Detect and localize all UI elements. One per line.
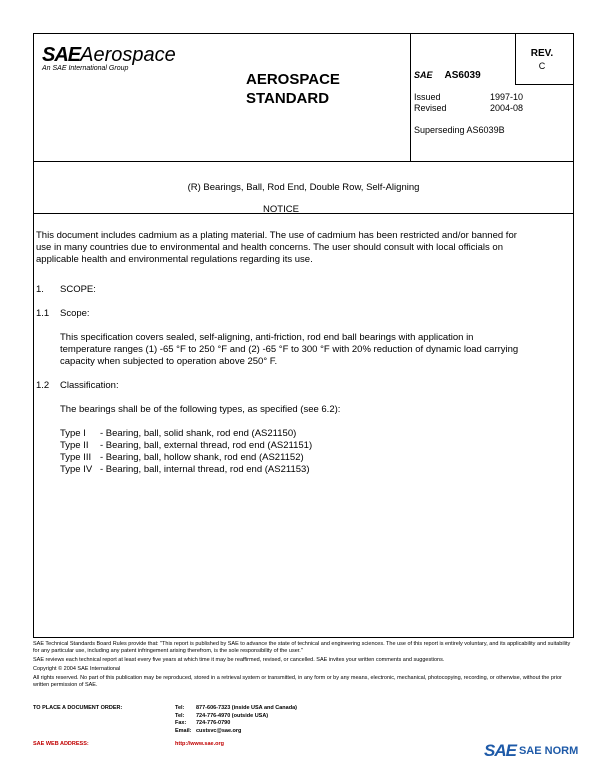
- section-heading: [36, 380, 526, 392]
- divider: [515, 84, 573, 85]
- order-info: [33, 705, 574, 735]
- revision-label: REV.: [530, 48, 554, 59]
- section-number: 1.2: [36, 380, 50, 391]
- web-address-row: [33, 741, 224, 747]
- revised-value: 2004-08: [489, 103, 523, 113]
- type-label: Type III: [60, 452, 92, 463]
- type-description: - Bearing, ball, solid shank, rod end (AS21150): [100, 428, 297, 439]
- issued-row: [414, 92, 523, 103]
- classification-text: The bearings shall be of the following types, as specified (see 6.2):: [60, 404, 341, 415]
- revised-label: Revised: [414, 103, 447, 113]
- mini-sae-logo: SAE: [414, 70, 433, 80]
- doc-number-value: AS6039: [444, 70, 481, 81]
- watermark: [484, 741, 578, 761]
- order-row: [33, 728, 574, 736]
- document-number: [414, 70, 481, 81]
- contact-label: Fax:: [175, 720, 187, 726]
- logo-aerospace-text: Aerospace: [80, 44, 176, 66]
- order-label: TO PLACE A DOCUMENT ORDER:: [33, 705, 123, 711]
- document-title: (R) Bearings, Ball, Rod End, Double Row, Self-Aligning: [187, 182, 420, 193]
- contact-value: 877-606-7323 (inside USA and Canada): [196, 705, 297, 711]
- issued-value: 1997-10: [489, 92, 523, 102]
- type-description: - Bearing, ball, external thread, rod end (AS21151): [100, 440, 313, 451]
- section-title: SCOPE:: [60, 284, 96, 295]
- section-title: Scope:: [60, 308, 90, 319]
- footer-paragraph: Copyright © 2004 SAE International: [33, 666, 121, 672]
- logo-sae-text: SAE: [42, 44, 81, 66]
- list-item: [60, 428, 526, 440]
- type-description: - Bearing, ball, internal thread, rod end (AS21153): [100, 464, 310, 475]
- section-heading: [36, 308, 526, 320]
- contact-label: Email:: [175, 727, 192, 734]
- document-body: [36, 204, 526, 476]
- sae-aerospace-logo: [42, 44, 212, 84]
- revision-value: C: [538, 61, 546, 71]
- type-label: Type I: [60, 428, 86, 439]
- date-block: [414, 92, 523, 114]
- order-row: [33, 713, 574, 721]
- header-block: [34, 34, 573, 162]
- watermark-text: SAE NORM: [518, 745, 579, 757]
- contact-label: Tel:: [175, 712, 185, 719]
- standard-type-title: [246, 70, 340, 108]
- scope-text: This specification covers sealed, self-aligning, anti-friction, rod end ball bearings with application in temperature ranges (1) -65 °F to 250 °F and (2) -65 °F to 300 °F with 20% reduction of dynamic load carrying capacity when subjected to operation above 250° F.: [60, 332, 519, 367]
- divider: [515, 34, 516, 84]
- legal-footer: [33, 641, 574, 691]
- watermark-logo: SAE: [484, 741, 516, 760]
- email-link[interactable]: custsvc@sae.org: [196, 727, 242, 734]
- notice-heading: NOTICE: [263, 204, 299, 215]
- list-item: [60, 440, 526, 452]
- title-line: AEROSPACE: [246, 71, 340, 88]
- web-address-label: SAE WEB ADDRESS:: [33, 741, 89, 747]
- section-title: Classification:: [60, 380, 119, 391]
- order-row: [33, 720, 574, 728]
- notice-text: This document includes cadmium as a plating material. The use of cadmium has been restricted and/or banned for use in many countries due to environmental and health concerns. The user should consult with local officials on applicable health and environmental regulations regarding its use.: [36, 230, 517, 265]
- type-label: Type II: [60, 440, 89, 451]
- divider: [410, 34, 411, 162]
- footer-paragraph: SAE Technical Standards Board Rules provide that: "This report is published by SAE to advance the state of technical and engineering sciences. The use of this report is entirely voluntary, and its applicability and suitability for any particular use, including any patent infringement arising therefrom, is the sole responsibility of the user.": [33, 641, 571, 654]
- issued-label: Issued: [414, 92, 441, 102]
- contact-value: 724-776-4970 (outside USA): [196, 712, 269, 719]
- contact-label: Tel:: [175, 705, 185, 711]
- order-row: [33, 705, 574, 713]
- type-label: Type IV: [60, 464, 93, 475]
- type-description: - Bearing, ball, hollow shank, rod end (AS21152): [100, 452, 304, 463]
- section-heading: [36, 284, 526, 296]
- web-address-link[interactable]: http://www.sae.org: [175, 741, 224, 747]
- list-item: [60, 464, 526, 476]
- footer-paragraph: All rights reserved. No part of this publication may be reproduced, stored in a retrieval system or transmitted, in any form or by any means, electronic, mechanical, photocopying, recording, or otherwise, without the prior written permission of SAE.: [33, 675, 562, 688]
- revised-row: [414, 103, 523, 114]
- section-number: 1.: [36, 284, 44, 295]
- list-item: [60, 452, 526, 464]
- title-line: STANDARD: [246, 90, 330, 107]
- footer-paragraph: SAE reviews each technical report at least every five years at which time it may be reaffirmed, revised, or cancelled. SAE invites your written comments and suggestions.: [33, 657, 445, 663]
- type-list: [36, 428, 526, 476]
- superseding-note: Superseding AS6039B: [414, 125, 505, 135]
- logo-subtitle: An SAE International Group: [42, 65, 129, 72]
- contact-value: 724-776-0790: [196, 720, 231, 726]
- section-number: 1.1: [36, 308, 50, 319]
